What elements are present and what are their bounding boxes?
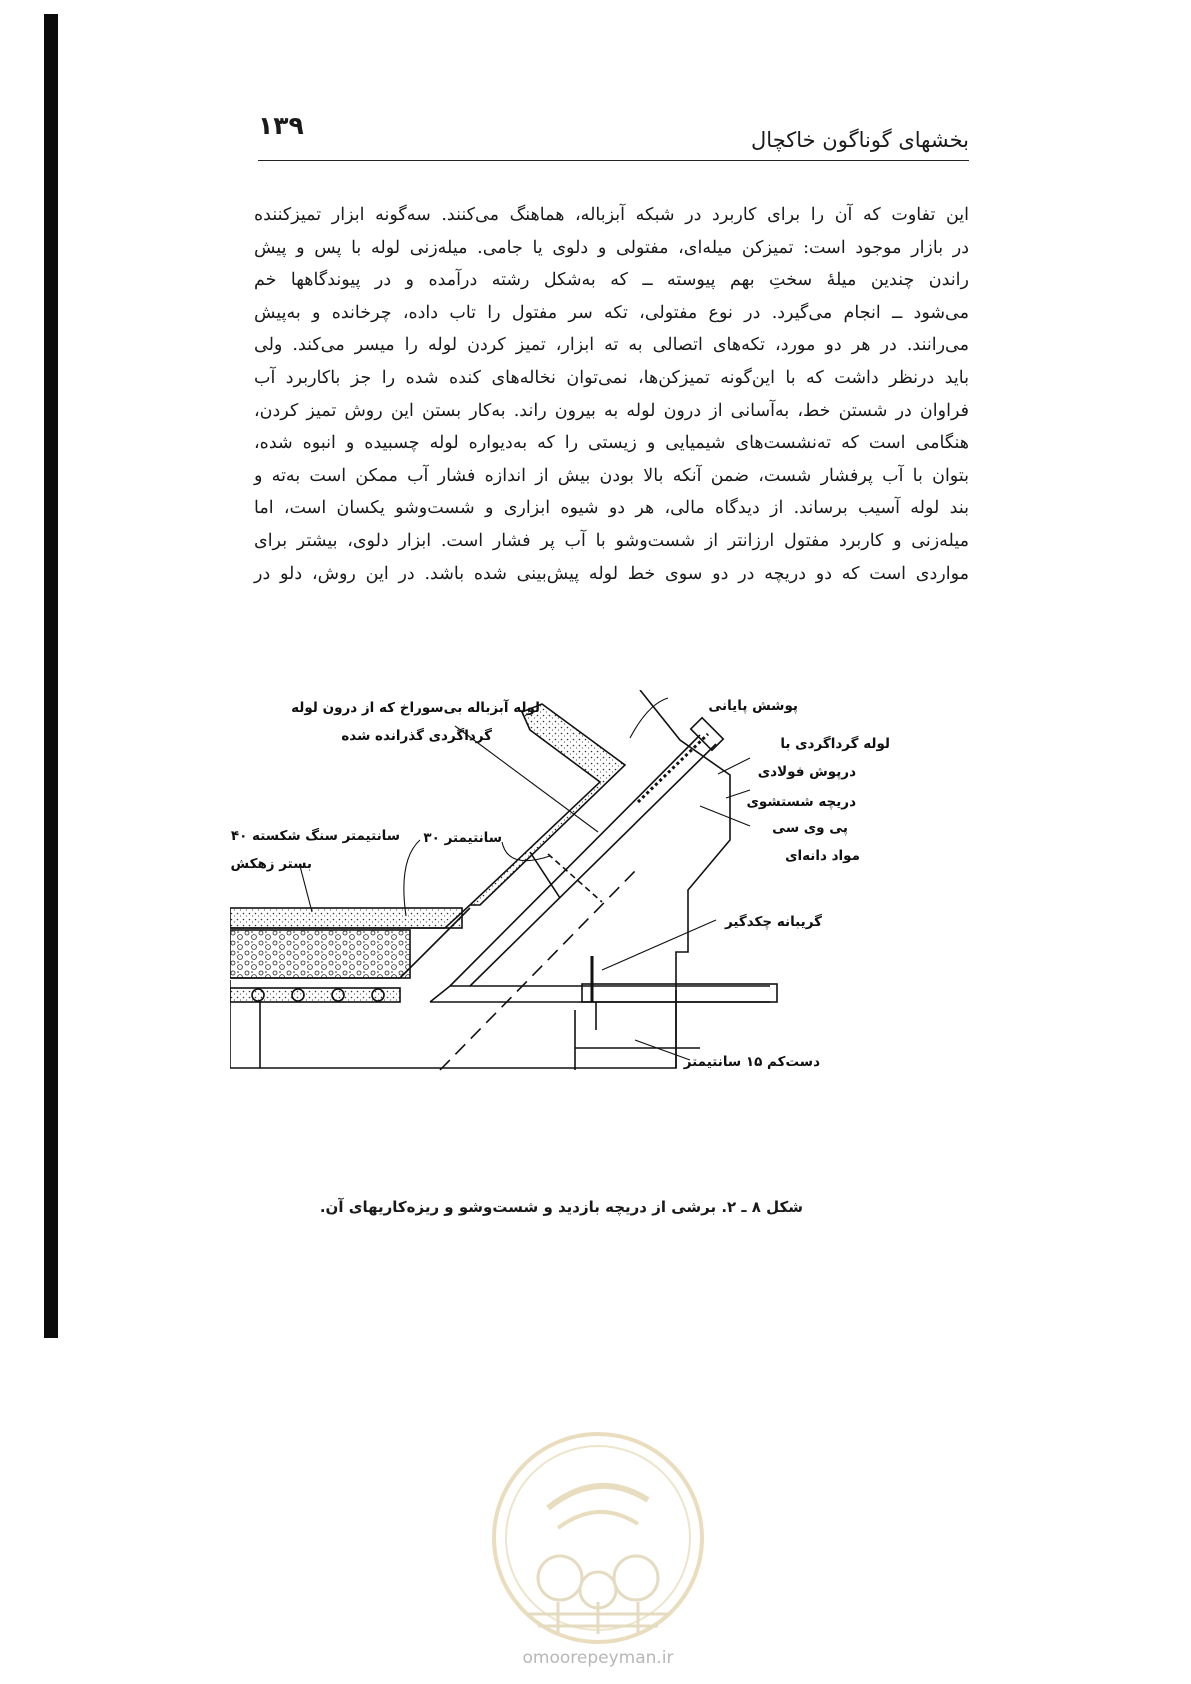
watermark-logo — [488, 1428, 708, 1648]
body-line: می‌رانند. در هر دو مورد، تکه‌های اتصالی به ته ابزار، تمیز کردن لوله را میسر می‌کند. ولی — [254, 335, 969, 356]
body-line: راندن چندین میلهٔ سختِ بهم پیوسته ــ که به‌شکل رشته درآمده و در پیوندگاهها خم — [254, 270, 969, 291]
label-hatch-line1: دریچه شستشوی — [746, 794, 856, 810]
body-text — [254, 199, 969, 590]
body-line: مواردی است که دو دریچه در دو سوی خط لوله پیش‌بینی شده باشد. در این روش، دلو در — [254, 563, 969, 584]
body-line: بتوان با آب پرفشار شست، ضمن آنکه بالا بودن بیش از اندازه فشار آب ممکن است به‌ته و — [254, 465, 969, 486]
figure-caption: شکل ۸ ـ ۲. برشی از دریچه بازدید و شست‌وشو و ریزه‌کاریهای آن. — [319, 1198, 803, 1216]
page-number: ۱۳۹ — [258, 111, 304, 140]
label-pipe-line1: لوله آبزباله بی‌سوراخ که از درون لوله — [291, 700, 540, 716]
label-top-cover: پوشش پایانی — [708, 698, 798, 714]
binding-edge — [44, 14, 58, 1338]
body-line: میله‌زنی و کاربرد مفتول ارزانتر از شست‌وشو با آب پر فشار است. ابزار دلوی، بیشتر برای — [254, 530, 969, 551]
body-line: فراوان در شستن خط، به‌آسانی از درون لوله به بیرون راند. به‌کار بستن این روش تمیز کردن، — [254, 400, 969, 421]
label-pipe-line2: گردا‌گردی گذرانده شده — [341, 728, 492, 744]
label-min15: دست‌کم ۱۵ سانتیمتر — [683, 1054, 820, 1070]
body-line: این تفاوت که آن را برای کاربرد در شبکه آبزباله، هماهنگ می‌کنند. سه‌گونه ابزار تمیزکننده — [254, 205, 969, 225]
label-drain-bed: بستر زهکش — [230, 856, 312, 872]
label-depth30: ۳۰ سانتیمتر — [423, 830, 502, 846]
cleanout-section-figure — [230, 690, 910, 1182]
body-line: در بازار موجود است: تمیزکن میله‌ای، مفتولی و دلوی یا جامی. میله‌زنی لوله با پس و پیش — [254, 237, 969, 258]
label-granular: مواد دانه‌ای — [785, 848, 860, 864]
body-line: هنگامی است که ته‌نشست‌های شیمیایی و زیستی را که به‌دیواره لوله چسبیده و انبوه شده، — [254, 433, 969, 454]
body-line: بند لوله آسیب برساند. از دیدگاه مالی، هر دو شیوه ابزاری و شست‌وشو یکسان است، اما — [254, 498, 969, 519]
body-line: باید درنظر داشت که با این‌گونه تمیزکن‌ها، نمی‌توان نخاله‌های کنده شده را جز باکاربرد آب — [254, 367, 969, 388]
label-hatch-line2: پی وی سی — [772, 820, 848, 836]
section-drawing — [230, 690, 777, 1070]
label-sleeve-line2: درپوش فولادی — [757, 764, 856, 780]
label-drip-collar: گریبانه چکدگیر — [725, 914, 822, 930]
watermark-site: omoorepeyman.ir — [522, 1648, 674, 1668]
body-line: می‌شود ــ انجام می‌گیرد. در نوع مفتولی، تکه سر مفتول را تاب داده، چرخانده و به‌پیش — [254, 302, 969, 323]
label-gravel: ۴۰ سانتیمتر سنگ شکسته — [230, 828, 400, 844]
label-sleeve-line1: لوله گرداگردی با — [780, 736, 890, 752]
header-rule — [258, 160, 969, 161]
running-head: بخشهای گوناگون خاکچال — [751, 128, 969, 152]
